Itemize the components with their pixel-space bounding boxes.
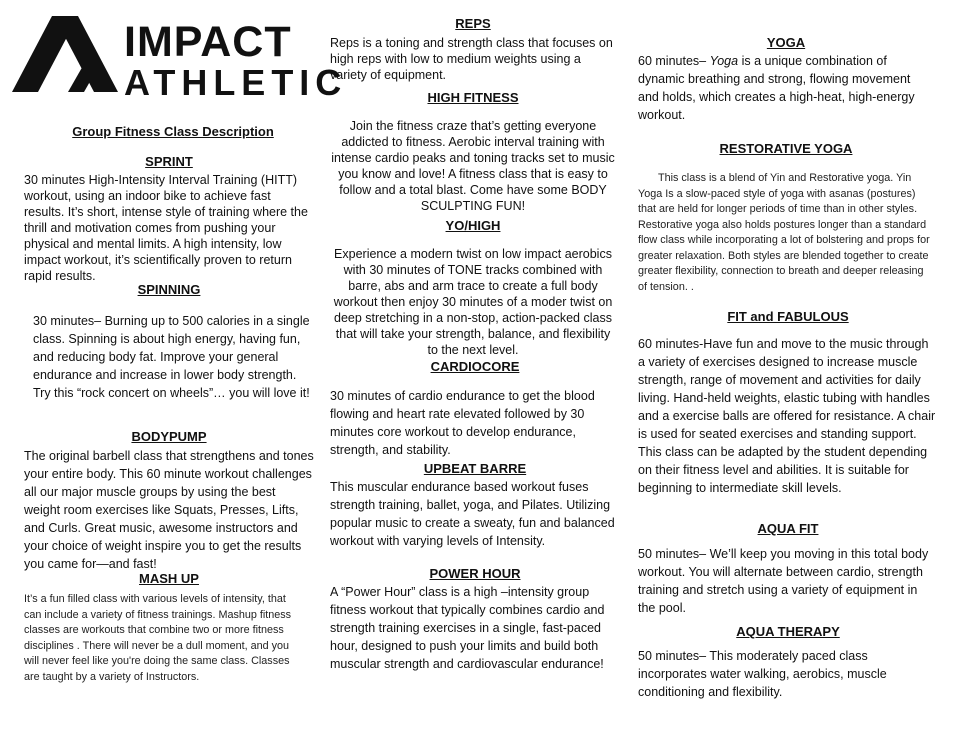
class-fit-and-fabulous: [638, 309, 938, 497]
class-title: SPINNING: [137, 282, 201, 297]
class-description: 50 minutes– We’ll keep you moving in this total body workout. You will alternate between cardio, strength training and stretch using a variety of equipment in the pool.: [638, 547, 929, 615]
class-title: UPBEAT BARRE: [423, 461, 527, 476]
class-title: BODYPUMP: [131, 429, 207, 444]
class-description: 30 minutes– Burning up to 500 calories in a single class. Spinning is about high energy, having fun, and reducing body fat. Improve your general endurance and increase in lower body strength. Try this “rock concert on wheels”… you will love it!: [33, 314, 310, 400]
class-description: Join the fitness craze that’s getting everyone addicted to fitness. Aerobic interval training with intense cardio peaks and toning tracks set to music you know and love! A fitness class that is easy to follow and a total blast. Come have some BODY SCULPTING FUN!: [331, 119, 615, 213]
class-title: RESTORATIVE YOGA: [719, 141, 853, 156]
class-upbeat-barre: [330, 461, 620, 550]
class-yo-high: [330, 218, 616, 358]
class-aqua-fit: [638, 521, 938, 617]
class-title: AQUA FIT: [757, 521, 819, 536]
class-title: REPS: [455, 16, 491, 31]
class-description: The original barbell class that strengthens and tones your entire body. This 60 minute workout challenges all our major muscle groups by using the best weight room exercises like Squats, Presses, Lifts, and Curls. Great music, awesome instructors and your choice of weight inspire you to get the results you came for—and fast!: [24, 449, 314, 571]
class-sprint: [24, 154, 314, 284]
class-description: It’s a fun filled class with various levels of intensity, that can include a variety of fitness trainings. Mashup fitness classes are workouts that combine two or more fitness disciplines . There will never be a dull moment, and you will never feel like you're doing the same class. Classes are taught by a variety of Instructors.: [24, 593, 292, 683]
class-restorative-yoga: [638, 141, 934, 295]
class-description: Experience a modern twist on low impact aerobics with 30 minutes of TONE tracks combined with barre, abs and arm trace to create a full body workout then enjoy 30 minutes of a moder twist on deep stretching in a non-stop, action-packed class that will take your strength, balance, and flexibility to the next level.: [333, 247, 613, 357]
class-mash-up: [24, 571, 314, 587]
class-title: SPRINT: [145, 154, 193, 169]
impact-chevron-logo-icon: [12, 12, 120, 98]
class-description: 60 minutes– Yoga is a unique combination of dynamic breathing and strong, flowing movement and holds, which creates a high-heat, high-energy workout.: [638, 54, 915, 122]
class-title: YO/HIGH: [445, 218, 501, 233]
brand-logo: [12, 8, 348, 103]
class-description: This muscular endurance based workout fuses strength training, ballet, yoga, and Pilates. Utilizing popular music to create a sweaty, fun and balanced workout with varying levels of Intensity.: [330, 480, 615, 548]
class-title: YOGA: [766, 35, 806, 50]
class-power-hour: [330, 566, 620, 673]
class-description: 30 minutes High-Intensity Interval Training (HITT) workout, using an indoor bike to achieve fast results. It’s short, intense style of training where the thrill and motivation comes from pushing your physical and mental limits. A high intensity, low impact workout, it’s scientifically proven to return rapid results.: [24, 173, 308, 283]
document-title: Group Fitness Class Description: [72, 124, 274, 139]
class-title: MASH UP: [139, 571, 199, 586]
class-aqua-therapy: [638, 624, 938, 701]
class-title: HIGH FITNESS: [427, 90, 519, 105]
class-title: CARDIOCORE: [430, 359, 520, 374]
class-description: 30 minutes of cardio endurance to get the blood flowing and heart rate elevated followed by 30 minutes core workout to develop endurance, strength, and stability.: [330, 389, 595, 457]
class-title: POWER HOUR: [429, 566, 521, 581]
class-high-fitness: [330, 90, 616, 214]
class-yoga: [638, 35, 934, 124]
class-description: This class is a blend of Yin and Restorative yoga. Yin Yoga Is a slow-paced style of yoga with asanas (postures) that are held for longer periods of time than in other styles. Restorative yoga also holds postures longer than a standard flow class while incorporating a lot of bolstering and props for greater relaxation. Both styles are blended together to create greater flexibility, connection to breath and deeper releasing of tension. .: [638, 172, 930, 293]
class-description: A “Power Hour” class is a high –intensity group fitness workout that typically combines cardio and strength training exercises in a single, fast-paced hour, designed to push your limits and build both muscular strength and cardiovascular endurance!: [330, 585, 605, 671]
brand-line1: IMPACT: [124, 18, 292, 66]
class-description: Reps is a toning and strength class that focuses on high reps with low to medium weights using a variety of equipment.: [330, 36, 613, 82]
class-description: 50 minutes– This moderately paced class incorporates water walking, aerobics, muscle conditioning and flexibility.: [638, 649, 887, 699]
class-bodypump: [24, 429, 314, 573]
class-spinning: [24, 282, 314, 298]
brand-line2: ATHLETIC: [124, 62, 348, 103]
class-title: AQUA THERAPY: [736, 624, 840, 639]
class-title: FIT and FABULOUS: [727, 309, 849, 324]
class-reps: [330, 16, 616, 83]
class-cardiocore: [330, 359, 620, 459]
class-description: 60 minutes-Have fun and move to the music through a variety of exercises designed to increase muscle strength, range of movement and activities for daily living. Hand-held weights, elastic tubing with handles and a exercise balls are offered for resistance. A chair is used for seated exercises and standing support. This class can be adapted by the student depending on their fitness level and abilities. It is suitable for beginning to intermediate skill levels.: [638, 337, 936, 495]
